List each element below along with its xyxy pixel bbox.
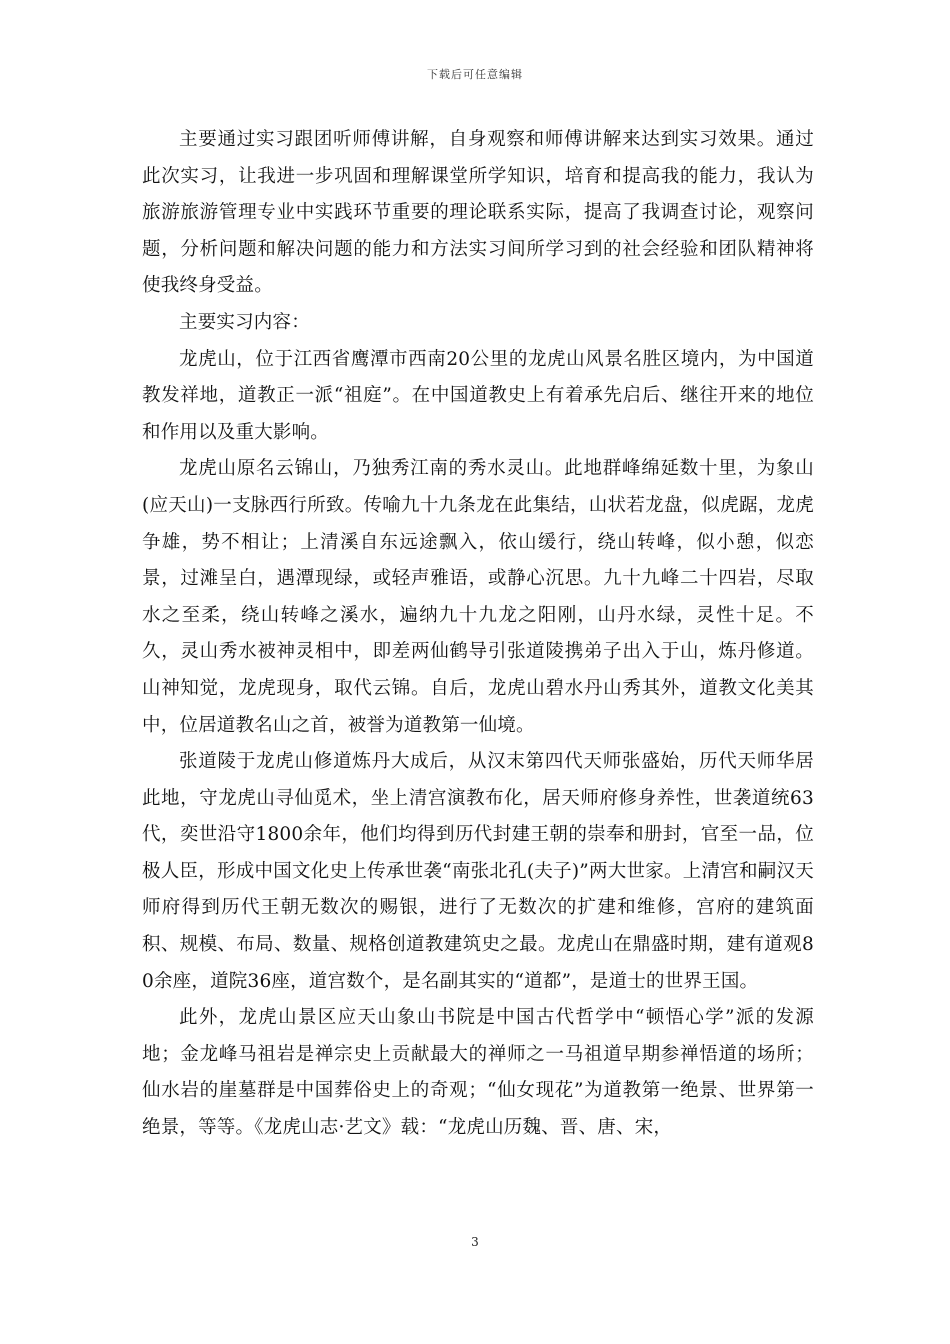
page-header: 下载后可任意编辑 [427, 68, 523, 81]
paragraph-zhang-daoling: 张道陵于龙虎山修道炼丹大成后，从汉末第四代天师张盛始，历代天师华居此地，守龙虎山寻仙觅术，坐上清宫演教布化，居天师府修身养性，世袭道统63代，奕世沿守1800余年，他们均得到历代封建王朝的崇奉和册封，官至一品，位极人臣，形成中国文化史上传承世袭“南张北孔(夫子)”两大世家。上清宫和嗣汉天师府得到历代王朝无数次的赐银，进行了无数次的扩建和维修，宫府的建筑面积、规模、布局、数量、规格创道教建筑史之最。龙虎山在鼎盛时期，建有道观80余座，道院36座，道宫数个，是名副其实的“道都”，是道士的世界王国。 [142, 751, 814, 992]
paragraph-content-heading: 主要实习内容： [179, 311, 310, 333]
document-body [142, 122, 814, 1147]
page-number: 3 [471, 1235, 479, 1249]
paragraph-longhushan-origin: 龙虎山原名云锦山，乃独秀江南的秀水灵山。此地群峰绵延数十里，为象山(应天山)一支脉西行所致。传喻九十九条龙在此集结，山状若龙盘，似虎踞，龙虎争雄，势不相让；上清溪自东远途飘入，依山缓行，绕山转峰，似小憩，似恋景，过滩呈白，遇潭现绿，或轻声雅语，或静心沉思。九十九峰二十四岩，尽取水之至柔，绕山转峰之溪水，遍纳九十九龙之阳刚，山丹水绿，灵性十足。不久，灵山秀水被神灵相中，即差两仙鹤导引张道陵携弟子出入于山，炼丹修道。山神知觉，龙虎现身，取代云锦。自后，龙虎山碧水丹山秀其外，道教文化美其中，位居道教名山之首，被誉为道教第一仙境。 [142, 458, 814, 736]
paragraph-other-sites: 此外，龙虎山景区应天山象山书院是中国古代哲学中“顿悟心学”派的发源地；金龙峰马祖岩是禅宗史上贡献最大的禅师之一马祖道早期参禅悟道的场所；仙水岩的崖墓群是中国葬俗史上的奇观；“仙女现花”为道教第一绝景、世界第一绝景，等等。《龙虎山志·艺文》载：“龙虎山历魏、晋、唐、宋， [142, 1007, 814, 1139]
paragraph-longhushan-intro: 龙虎山，位于江西省鹰潭市西南20公里的龙虎山风景名胜区境内，为中国道教发祥地，道教正一派“祖庭”。在中国道教史上有着承先启后、继往开来的地位和作用以及重大影响。 [142, 348, 814, 443]
paragraph-internship-method: 主要通过实习跟团听师傅讲解，自身观察和师傅讲解来达到实习效果。通过此次实习，让我进一步巩固和理解课堂所学知识，培育和提高我的能力，我认为旅游旅游管理专业中实践环节重要的理论联系实际，提高了我调查讨论，观察问题，分析问题和解决问题的能力和方法实习间所学习到的社会经验和团队精神将使我终身受益。 [142, 129, 814, 297]
